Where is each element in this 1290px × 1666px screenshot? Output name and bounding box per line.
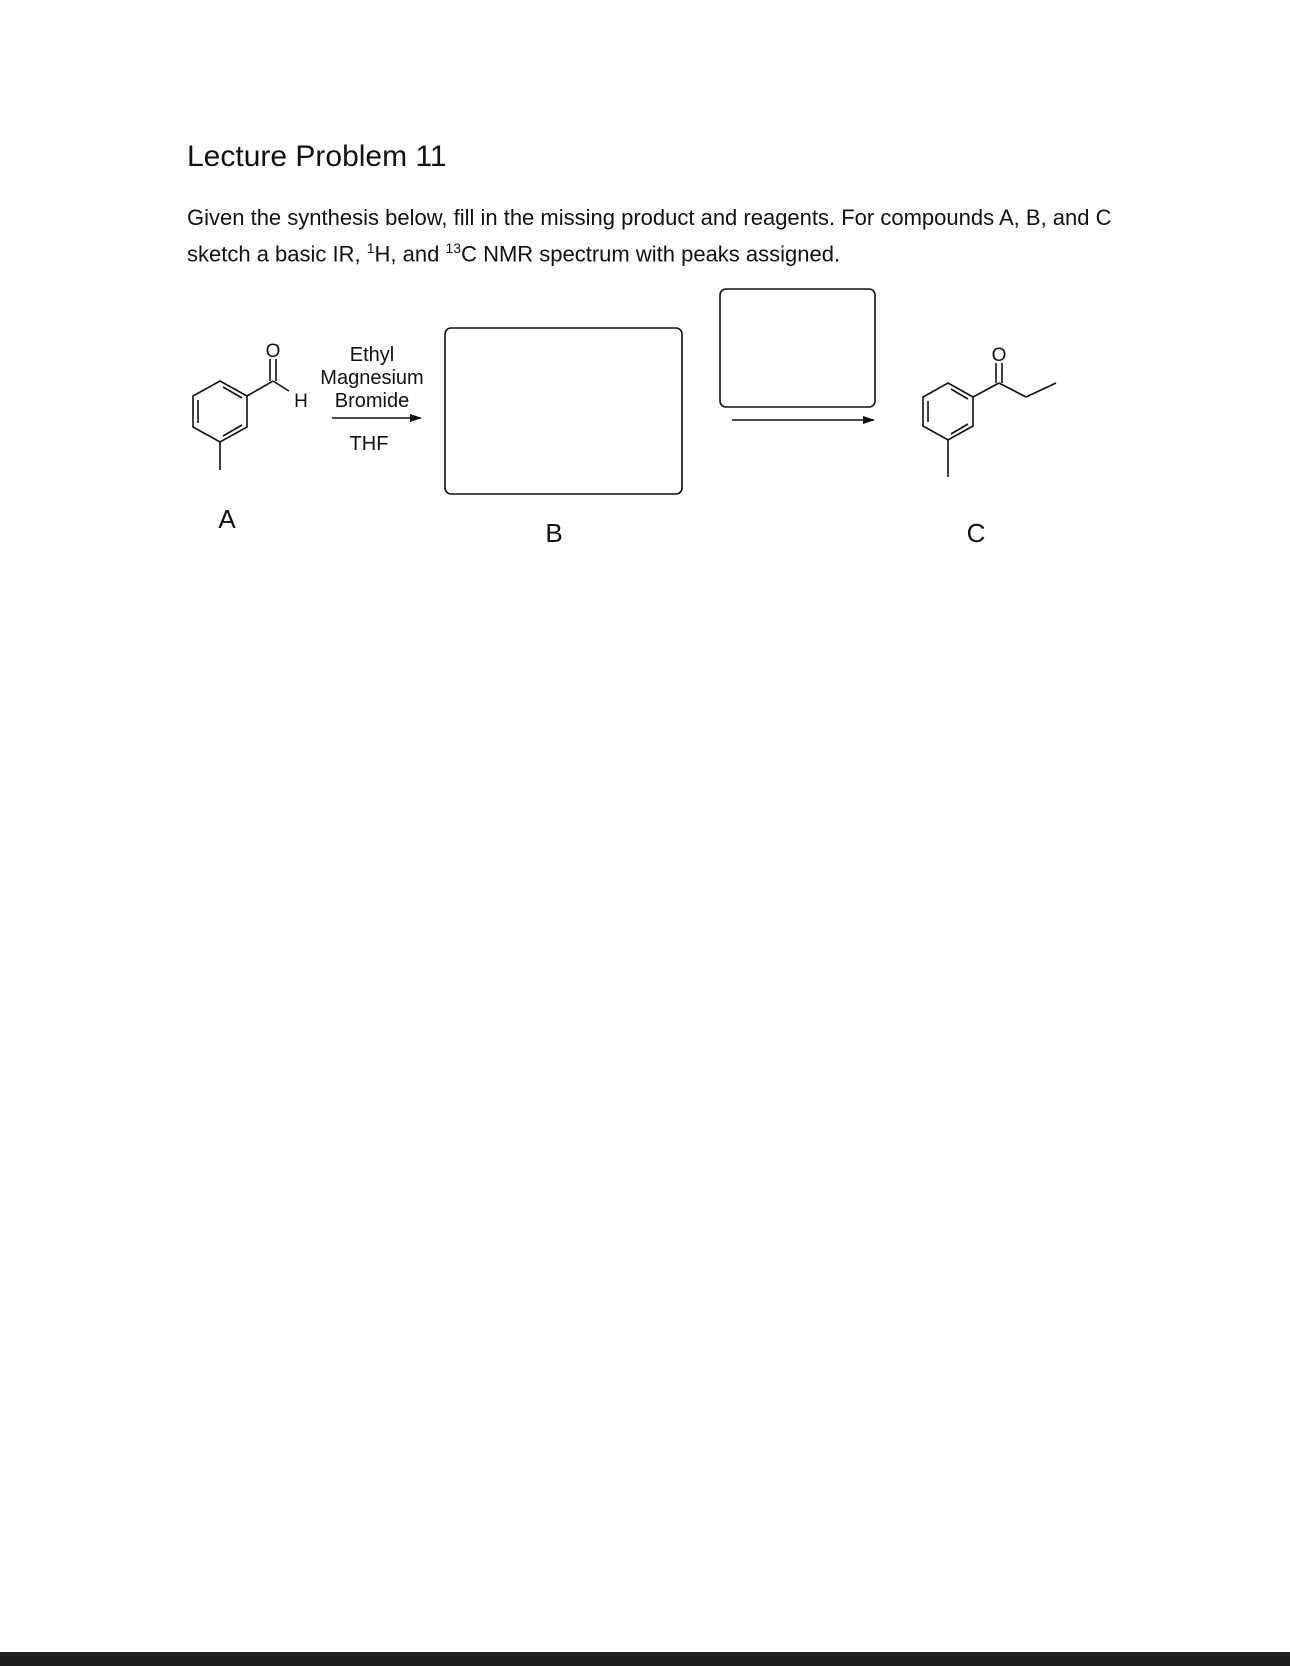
compound-c-label: C [966,518,986,548]
reagent-line-magnesium: Magnesium [320,367,424,389]
superscript-1: 1 [366,240,375,256]
compound-c-ethyl-bond-1 [999,383,1026,397]
compound-a-benzene-ring [193,381,247,442]
compound-c-benzene-ring [923,383,973,440]
instructions-text-2: H, and [374,241,446,267]
reagent-line-bromide: Bromide [334,390,410,412]
missing-reagents-answer-box [720,289,875,407]
compound-c-ring-to-carbonyl-bond [973,383,999,397]
reagent-solvent-thf: THF [349,433,389,455]
superscript-13: 13 [445,240,462,256]
compound-c-ethyl-bond-2 [1026,383,1056,397]
compound-a-aldehyde-h-bond [273,381,289,391]
compound-c-inner-bond-2 [951,389,968,399]
compound-a-label: A [218,504,236,534]
compound-a-structure [193,359,289,470]
compound-a-ring-to-carbonyl-bond [247,381,273,396]
reaction-scheme [0,0,1290,580]
compound-b-answer-box [445,328,682,494]
compound-c-structure [923,363,1056,477]
problem-title: Lecture Problem 11 [187,140,447,173]
compound-a-hydrogen-label: H [294,391,308,412]
compound-a-oxygen-label: O [265,341,281,362]
reagent-line-ethyl: Ethyl [349,344,395,366]
instructions-text-3: C NMR spectrum with peaks assigned. [461,241,841,267]
bottom-bar [0,1652,1290,1666]
compound-c-inner-bond-3 [951,424,968,434]
instructions-text-1: Given the synthesis below, fill in the missing product and reagents. For compounds A, B, and C sketch a basic IR, [187,205,1112,267]
compound-c-oxygen-label: O [991,345,1007,366]
compound-b-label: B [545,518,563,548]
